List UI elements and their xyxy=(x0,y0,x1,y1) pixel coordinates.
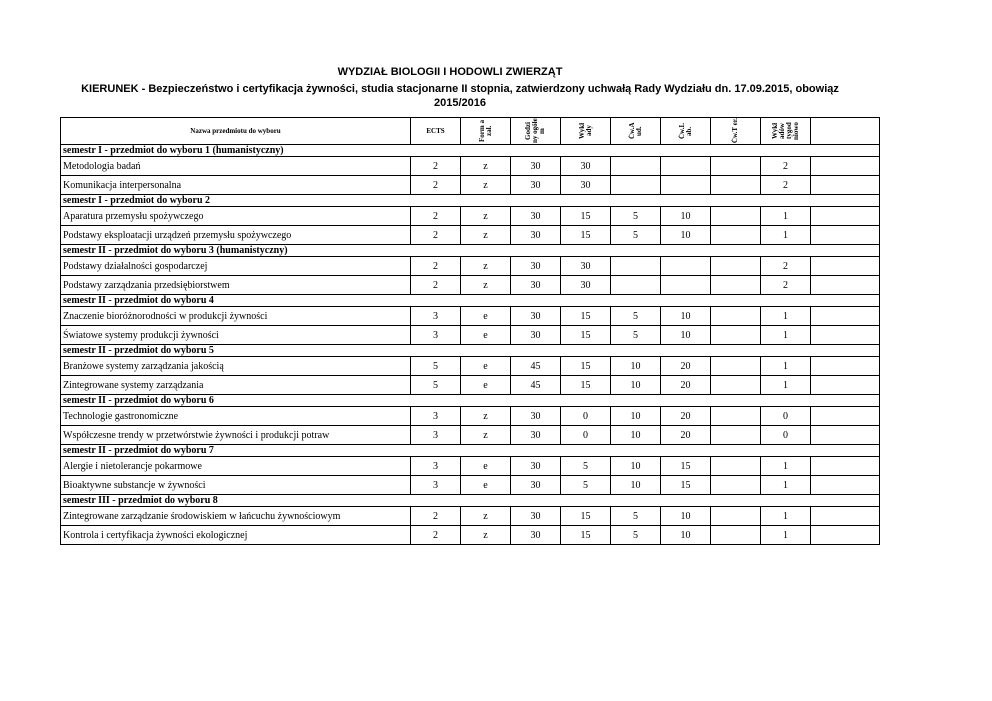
section-label: semestr I - przedmiot do wyboru 2 xyxy=(61,195,880,207)
table-cell xyxy=(711,326,761,345)
table-cell: 5 xyxy=(411,357,461,376)
table-cell xyxy=(661,157,711,176)
table-cell: 0 xyxy=(561,407,611,426)
table-cell: 3 xyxy=(411,307,461,326)
course-name-cell: Światowe systemy produkcji żywności xyxy=(61,326,411,345)
table-cell xyxy=(711,207,761,226)
col-header-form: Form a zal. xyxy=(461,118,511,145)
col-header-aud: Ćw.A ud. xyxy=(611,118,661,145)
table-row xyxy=(61,357,880,376)
table-row xyxy=(61,526,880,545)
table-cell: 30 xyxy=(561,157,611,176)
table-cell: 2 xyxy=(761,176,811,195)
table-cell: 30 xyxy=(511,307,561,326)
table-cell xyxy=(711,526,761,545)
course-name-cell: Kontrola i certyfikacja żywności ekologicznej xyxy=(61,526,411,545)
table-cell xyxy=(661,276,711,295)
table-cell: 1 xyxy=(761,526,811,545)
section-label: semestr II - przedmiot do wyboru 6 xyxy=(61,395,880,407)
table-cell: 1 xyxy=(761,507,811,526)
table-cell: 10 xyxy=(611,407,661,426)
table-cell: 1 xyxy=(761,376,811,395)
table-cell xyxy=(811,257,880,276)
table-cell xyxy=(711,226,761,245)
table-cell: 20 xyxy=(661,376,711,395)
table-cell xyxy=(811,526,880,545)
table-cell: 3 xyxy=(411,457,461,476)
table-cell xyxy=(811,326,880,345)
table-row xyxy=(61,476,880,495)
table-header-row xyxy=(61,118,880,145)
table-cell: 30 xyxy=(561,176,611,195)
table-cell: 3 xyxy=(411,426,461,445)
table-cell xyxy=(811,176,880,195)
table-cell xyxy=(611,157,661,176)
course-name-cell: Metodologia badań xyxy=(61,157,411,176)
table-cell: e xyxy=(461,307,511,326)
table-cell: e xyxy=(461,326,511,345)
table-cell xyxy=(811,307,880,326)
program-subtitle-line2: 2015/2016 xyxy=(434,97,486,109)
table-cell: 2 xyxy=(411,526,461,545)
table-cell: 15 xyxy=(561,307,611,326)
table-cell: 5 xyxy=(611,226,661,245)
table-cell: 1 xyxy=(761,307,811,326)
course-table xyxy=(60,117,880,545)
table-cell: z xyxy=(461,426,511,445)
table-cell: 20 xyxy=(661,407,711,426)
section-label: semestr I - przedmiot do wyboru 1 (humanistyczny) xyxy=(61,145,880,157)
table-cell: 5 xyxy=(561,476,611,495)
table-row xyxy=(61,157,880,176)
table-cell: 30 xyxy=(511,226,561,245)
table-row xyxy=(61,457,880,476)
table-cell xyxy=(811,157,880,176)
table-row xyxy=(61,176,880,195)
table-cell: 2 xyxy=(411,207,461,226)
table-cell: 10 xyxy=(611,376,661,395)
table-cell xyxy=(611,176,661,195)
table-cell xyxy=(711,307,761,326)
table-cell xyxy=(711,357,761,376)
table-cell: 30 xyxy=(561,257,611,276)
section-row xyxy=(61,495,880,507)
table-cell: 15 xyxy=(661,476,711,495)
table-cell: z xyxy=(461,507,511,526)
table-cell: 10 xyxy=(661,226,711,245)
table-cell: z xyxy=(461,407,511,426)
course-name-cell: Zintegrowane zarządzanie środowiskiem w łańcuchu żywnościowym xyxy=(61,507,411,526)
table-cell: 2 xyxy=(761,257,811,276)
table-cell: 30 xyxy=(511,176,561,195)
table-cell: z xyxy=(461,257,511,276)
table-cell xyxy=(711,276,761,295)
table-cell: 2 xyxy=(411,257,461,276)
table-cell: 30 xyxy=(561,276,611,295)
table-cell: 3 xyxy=(411,407,461,426)
table-cell: 1 xyxy=(761,207,811,226)
col-header-ects: ECTS xyxy=(411,118,461,145)
table-cell: 30 xyxy=(511,476,561,495)
table-cell: 1 xyxy=(761,476,811,495)
table-cell: z xyxy=(461,157,511,176)
table-cell: 1 xyxy=(761,357,811,376)
table-row xyxy=(61,207,880,226)
table-row xyxy=(61,226,880,245)
table-cell: 30 xyxy=(511,257,561,276)
table-cell xyxy=(711,507,761,526)
table-cell xyxy=(811,376,880,395)
table-cell xyxy=(711,426,761,445)
table-cell: 0 xyxy=(761,426,811,445)
table-cell: 15 xyxy=(561,376,611,395)
table-cell: 15 xyxy=(561,357,611,376)
table-cell: 2 xyxy=(411,157,461,176)
course-name-cell: Alergie i nietolerancje pokarmowe xyxy=(61,457,411,476)
table-cell xyxy=(711,176,761,195)
table-cell: 5 xyxy=(611,326,661,345)
col-header-name: Nazwa przedmiotu do wyboru xyxy=(61,118,411,145)
table-cell xyxy=(711,457,761,476)
table-cell: 2 xyxy=(411,226,461,245)
table-cell: 15 xyxy=(561,326,611,345)
col-header-hours: Godzi ny ogółe m xyxy=(511,118,561,145)
faculty-title: WYDZIAŁ BIOLOGII I HODOWLI ZWIERZĄT xyxy=(337,66,563,78)
table-cell: 5 xyxy=(611,307,661,326)
section-row xyxy=(61,245,880,257)
course-name-cell: Bioaktywne substancje w żywności xyxy=(61,476,411,495)
table-cell xyxy=(811,357,880,376)
col-header-extra xyxy=(811,118,880,145)
table-cell: 10 xyxy=(611,476,661,495)
program-subtitle xyxy=(80,82,840,110)
table-cell: 20 xyxy=(661,426,711,445)
course-name-cell: Podstawy zarządzania przedsiębiorstwem xyxy=(61,276,411,295)
table-cell: 15 xyxy=(561,207,611,226)
course-name-cell: Znaczenie bioróżnorodności w produkcji żywności xyxy=(61,307,411,326)
table-cell: z xyxy=(461,276,511,295)
table-cell xyxy=(811,207,880,226)
col-header-weekly: Wykł adów tygod niowo xyxy=(761,118,811,145)
table-cell xyxy=(661,257,711,276)
table-cell xyxy=(711,407,761,426)
table-cell: 30 xyxy=(511,507,561,526)
table-cell: 10 xyxy=(661,326,711,345)
table-cell: 10 xyxy=(611,357,661,376)
table-cell: 20 xyxy=(661,357,711,376)
table-cell: 1 xyxy=(761,326,811,345)
section-label: semestr II - przedmiot do wyboru 7 xyxy=(61,445,880,457)
table-cell xyxy=(661,176,711,195)
course-name-cell: Podstawy eksploatacji urządzeń przemysłu spożywczego xyxy=(61,226,411,245)
table-cell: 30 xyxy=(511,457,561,476)
table-cell: e xyxy=(461,357,511,376)
table-cell xyxy=(811,507,880,526)
table-row xyxy=(61,257,880,276)
table-cell xyxy=(711,476,761,495)
section-row xyxy=(61,195,880,207)
table-row xyxy=(61,276,880,295)
table-cell: 0 xyxy=(761,407,811,426)
section-row xyxy=(61,445,880,457)
table-cell: 5 xyxy=(411,376,461,395)
table-cell xyxy=(711,157,761,176)
col-header-lectures: Wykł ady xyxy=(561,118,611,145)
table-cell: 3 xyxy=(411,326,461,345)
table-cell: z xyxy=(461,526,511,545)
course-name-cell: Technologie gastronomiczne xyxy=(61,407,411,426)
section-row xyxy=(61,395,880,407)
course-name-cell: Branżowe systemy zarządzania jakością xyxy=(61,357,411,376)
table-cell: 2 xyxy=(411,507,461,526)
col-header-ter: Ćw.T er. xyxy=(711,118,761,145)
table-cell xyxy=(711,376,761,395)
table-row xyxy=(61,307,880,326)
table-cell: 15 xyxy=(661,457,711,476)
table-row xyxy=(61,326,880,345)
table-cell: z xyxy=(461,176,511,195)
table-cell: 2 xyxy=(761,276,811,295)
table-cell: 10 xyxy=(661,307,711,326)
table-cell: z xyxy=(461,207,511,226)
table-cell: 30 xyxy=(511,326,561,345)
table-cell: 30 xyxy=(511,276,561,295)
table-cell: 10 xyxy=(661,526,711,545)
table-cell: 0 xyxy=(561,426,611,445)
table-cell: 45 xyxy=(511,376,561,395)
section-label: semestr II - przedmiot do wyboru 3 (humanistyczny) xyxy=(61,245,880,257)
table-cell: e xyxy=(461,376,511,395)
table-cell: 10 xyxy=(611,426,661,445)
section-label: semestr II - przedmiot do wyboru 4 xyxy=(61,295,880,307)
section-label: semestr II - przedmiot do wyboru 5 xyxy=(61,345,880,357)
table-cell: z xyxy=(461,226,511,245)
section-row xyxy=(61,345,880,357)
table-cell xyxy=(811,276,880,295)
table-cell xyxy=(811,407,880,426)
table-cell: e xyxy=(461,457,511,476)
table-cell: 30 xyxy=(511,407,561,426)
table-cell xyxy=(811,426,880,445)
course-name-cell: Zintegrowane systemy zarządzania xyxy=(61,376,411,395)
table-cell xyxy=(811,457,880,476)
table-row xyxy=(61,507,880,526)
table-cell: 30 xyxy=(511,426,561,445)
course-name-cell: Aparatura przemysłu spożywczego xyxy=(61,207,411,226)
section-row xyxy=(61,295,880,307)
table-cell: 30 xyxy=(511,526,561,545)
table-cell: 5 xyxy=(611,526,661,545)
table-cell: 2 xyxy=(411,276,461,295)
table-cell: 30 xyxy=(511,207,561,226)
course-name-cell: Podstawy działalności gospodarczej xyxy=(61,257,411,276)
table-cell: e xyxy=(461,476,511,495)
table-cell xyxy=(811,226,880,245)
section-row xyxy=(61,145,880,157)
table-row xyxy=(61,376,880,395)
col-header-lab: Ćw.L ab. xyxy=(661,118,711,145)
table-cell: 15 xyxy=(561,526,611,545)
table-row xyxy=(61,426,880,445)
table-cell xyxy=(711,257,761,276)
table-cell: 10 xyxy=(661,207,711,226)
table-cell: 15 xyxy=(561,226,611,245)
table-cell: 5 xyxy=(611,207,661,226)
table-cell: 2 xyxy=(761,157,811,176)
table-cell: 10 xyxy=(661,507,711,526)
table-cell xyxy=(611,276,661,295)
table-row xyxy=(61,407,880,426)
table-cell: 1 xyxy=(761,226,811,245)
section-label: semestr III - przedmiot do wyboru 8 xyxy=(61,495,880,507)
table-cell xyxy=(611,257,661,276)
table-cell: 5 xyxy=(611,507,661,526)
table-cell xyxy=(811,476,880,495)
table-cell: 1 xyxy=(761,457,811,476)
course-name-cell: Współczesne trendy w przetwórstwie żywności i produkcji potraw xyxy=(61,426,411,445)
table-cell: 10 xyxy=(611,457,661,476)
program-subtitle-line1: KIERUNEK - Bezpieczeństwo i certyfikacja żywności, studia stacjonarne II stopnia, zatwierdzony uchwałą Rady Wydziału dn. 17.09.2015, obowiąz xyxy=(81,83,839,95)
table-cell: 30 xyxy=(511,157,561,176)
table-cell: 45 xyxy=(511,357,561,376)
course-name-cell: Komunikacja interpersonalna xyxy=(61,176,411,195)
table-cell: 15 xyxy=(561,507,611,526)
table-cell: 5 xyxy=(561,457,611,476)
table-cell: 3 xyxy=(411,476,461,495)
table-cell: 2 xyxy=(411,176,461,195)
